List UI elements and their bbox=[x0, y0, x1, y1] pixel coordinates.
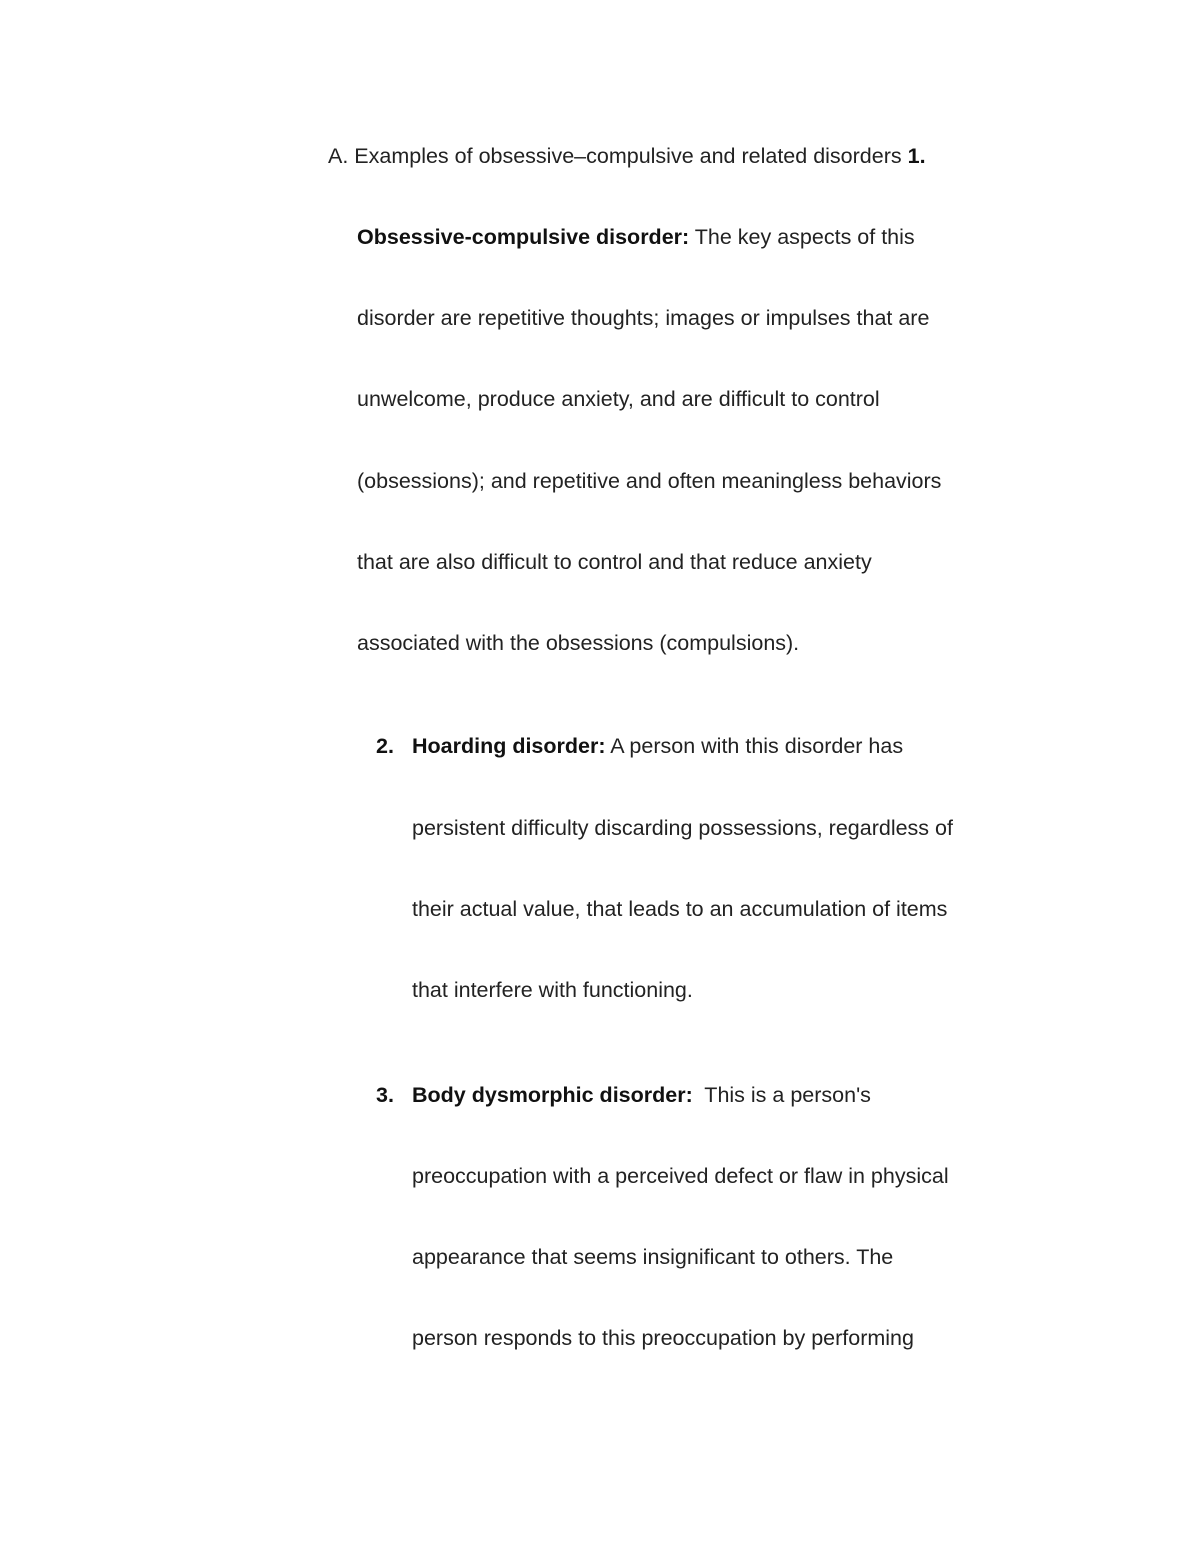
item-1-line-5: that are also difficult to control and that reduce anxiety bbox=[357, 550, 872, 574]
item-3-line-2: preoccupation with a perceived defect or flaw in physical bbox=[412, 1164, 949, 1188]
item-1-line-6: associated with the obsessions (compulsions). bbox=[357, 631, 800, 655]
item-3-text: This is a person's bbox=[692, 1083, 871, 1107]
item-1-text: The key aspects of this bbox=[689, 225, 915, 249]
item-1-term: Obsessive-compulsive disorder: bbox=[357, 225, 690, 249]
item-2-line-1 bbox=[412, 732, 903, 760]
item-3-term: Body dysmorphic disorder: bbox=[412, 1083, 693, 1107]
section-heading bbox=[328, 142, 926, 170]
item-1-line-4: (obsessions); and repetitive and often meaningless behaviors bbox=[357, 469, 942, 493]
item-2-text: A person with this disorder has bbox=[605, 734, 904, 758]
item-2-line-2: persistent difficulty discarding possessions, regardless of bbox=[412, 816, 953, 840]
item-2-number: 2. bbox=[376, 734, 394, 758]
item-2-line-3: their actual value, that leads to an accumulation of items bbox=[412, 897, 948, 921]
item-1-number: 1. bbox=[907, 144, 926, 168]
item-1-line-2: disorder are repetitive thoughts; images or impulses that are bbox=[357, 306, 930, 330]
section-heading-text: A. Examples of obsessive–compulsive and related disorders bbox=[328, 144, 902, 168]
item-3-number: 3. bbox=[376, 1083, 394, 1107]
item-1-line-3: unwelcome, produce anxiety, and are difficult to control bbox=[357, 387, 880, 411]
item-2-term: Hoarding disorder: bbox=[412, 734, 606, 758]
item-2-line-4: that interfere with functioning. bbox=[412, 978, 693, 1002]
item-3-line-3: appearance that seems insignificant to others. The bbox=[412, 1245, 894, 1269]
item-1-line-1 bbox=[357, 223, 915, 251]
item-3-line-4: person responds to this preoccupation by performing bbox=[412, 1326, 914, 1350]
item-3-line-1 bbox=[412, 1081, 871, 1109]
